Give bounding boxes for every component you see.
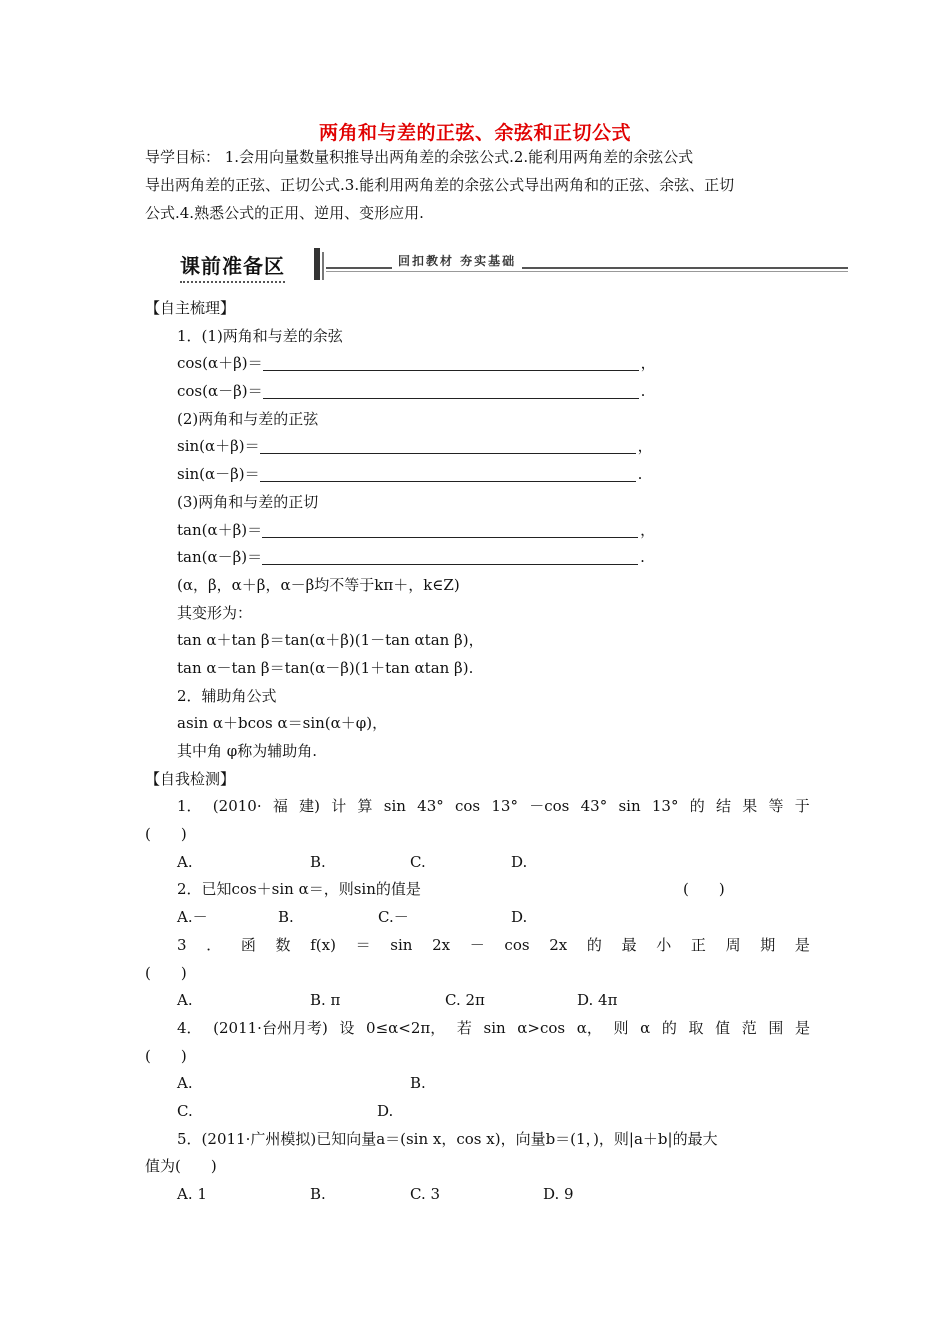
question-4-paren: ( ) xyxy=(145,1046,187,1065)
question-token: 建) xyxy=(299,797,320,816)
question-token: α xyxy=(640,1018,651,1037)
sin-diff-label: sin(α－β)＝ xyxy=(177,465,260,484)
auxiliary-formula: asin α＋bcos α＝sin(α＋φ)， xyxy=(177,714,388,733)
sin-diff-blank[interactable] xyxy=(260,466,636,482)
question-token: 2x xyxy=(432,935,451,954)
question-token: 3 xyxy=(177,935,187,954)
cos-sum-label: cos(α＋β)＝ xyxy=(177,354,263,373)
objectives-line-3: 公式.4.熟悉公式的正用、逆用、变形应用. xyxy=(145,204,424,222)
cos-sum-line xyxy=(145,350,810,378)
section-label-self-review: 【自主梳理】 xyxy=(145,299,236,317)
sine-heading: (2)两角和与差的正弦 xyxy=(177,409,319,428)
cos-diff-blank[interactable] xyxy=(263,383,639,399)
option-a[interactable]: A.－ xyxy=(177,908,208,927)
option-c[interactable]: C. xyxy=(410,852,426,871)
question-token: 数 xyxy=(275,935,291,954)
item-1-cosine: 1．(1)两角和与差的余弦 xyxy=(177,326,343,345)
question-token: 若 xyxy=(456,1018,472,1037)
option-a[interactable]: A. xyxy=(177,852,193,871)
sin-sum-line xyxy=(145,433,810,461)
question-token: cos xyxy=(455,797,481,816)
question-2-options xyxy=(145,904,810,932)
question-token: sin xyxy=(618,797,641,816)
question-token: 是 xyxy=(794,1018,810,1037)
option-a[interactable]: A. xyxy=(177,991,193,1010)
sin-diff-line xyxy=(145,461,810,489)
question-token: α， xyxy=(576,1018,602,1037)
question-4-options-cd xyxy=(145,1098,810,1126)
option-b[interactable]: B. xyxy=(310,852,326,871)
question-token: sin xyxy=(390,935,413,954)
question-token: 函 xyxy=(240,935,256,954)
question-token: α>cos xyxy=(517,1018,566,1037)
banner-subtitle: 回扣教材 夯实基础 xyxy=(392,252,522,269)
section-banner xyxy=(180,248,848,282)
tan-diff-label: tan(α－β)＝ xyxy=(177,548,263,567)
question-2-stem: 2．已知cos＋sin α＝，则sin的值是 xyxy=(177,880,421,899)
question-token: 取 xyxy=(688,1018,704,1037)
option-c[interactable]: C.－ xyxy=(378,908,409,927)
question-3-paren: ( ) xyxy=(145,963,187,982)
tan-diff-blank[interactable] xyxy=(262,549,638,565)
banner-divider xyxy=(314,248,320,280)
question-token: 则 xyxy=(613,1018,629,1037)
learning-objectives xyxy=(145,143,810,227)
question-token: 值 xyxy=(715,1018,731,1037)
objectives-line-2: 导出两角差的正弦、正切公式.3.能利用两角差的余弦公式导出两角和的正弦、余弦、正切 xyxy=(145,176,735,194)
question-5: 5．(2011·广州模拟)已知向量a＝(sin x，cos x)，向量b＝(1，)，则|a＋b|的最大 xyxy=(177,1129,718,1148)
question-token: 最 xyxy=(621,935,637,954)
question-token: －cos xyxy=(529,797,570,816)
tangent-heading: (3)两角和与差的正切 xyxy=(177,492,319,511)
question-token: (2010· xyxy=(212,797,262,816)
variant-formula-1: tan α＋tan β＝tan(α＋β)(1－tan αtan β)， xyxy=(177,631,484,650)
question-token: 周 xyxy=(725,935,741,954)
question-1-paren: ( ) xyxy=(145,825,187,844)
question-token: 1． xyxy=(177,797,202,816)
option-d[interactable]: D. xyxy=(377,1101,394,1120)
question-token: 的 xyxy=(661,1018,677,1037)
sin-sum-label: sin(α＋β)＝ xyxy=(177,437,260,456)
question-token: 计 xyxy=(331,797,347,816)
punct: . xyxy=(640,548,645,567)
variant-formula-2: tan α－tan β＝tan(α－β)(1＋tan αtan β). xyxy=(177,658,474,677)
question-4-options-ab xyxy=(145,1070,810,1098)
tan-condition: (α，β，α＋β，α－β均不等于kπ＋，k∈Z) xyxy=(177,575,460,594)
auxiliary-note: 其中角 φ称为辅助角. xyxy=(177,742,318,760)
question-2-paren: ( ) xyxy=(683,880,725,899)
tan-sum-line xyxy=(145,517,810,545)
question-token: 43° xyxy=(580,797,608,816)
question-token: ． xyxy=(206,935,222,954)
option-b[interactable]: B. xyxy=(310,1185,326,1203)
question-4 xyxy=(145,1015,810,1043)
question-1 xyxy=(145,793,810,821)
question-token: 2x xyxy=(549,935,568,954)
question-token: 等 xyxy=(768,797,784,816)
question-token: 设 xyxy=(339,1018,355,1037)
question-token: 是 xyxy=(794,935,810,954)
question-token: (2011·台州月考) xyxy=(213,1018,328,1037)
question-token: 的 xyxy=(586,935,602,954)
main-content xyxy=(145,295,810,1209)
option-c[interactable]: C. 2π xyxy=(445,991,485,1010)
option-a[interactable]: A. xyxy=(177,1074,193,1093)
tan-diff-line xyxy=(145,544,810,572)
option-d[interactable]: D. xyxy=(511,852,528,871)
option-d[interactable]: D. xyxy=(511,908,528,927)
question-1-options xyxy=(145,849,810,877)
option-c[interactable]: C. xyxy=(177,1101,193,1120)
question-token: ＝ xyxy=(355,935,371,954)
question-2 xyxy=(145,876,810,904)
question-token: 围 xyxy=(768,1018,784,1037)
punct: . xyxy=(637,465,643,484)
punct: ， xyxy=(637,437,653,456)
question-token: 13° xyxy=(651,797,679,816)
question-token: cos xyxy=(504,935,530,954)
cos-sum-blank[interactable] xyxy=(263,355,639,371)
sin-sum-blank[interactable] xyxy=(260,438,636,454)
section-label-self-test: 【自我检测】 xyxy=(145,769,236,788)
question-token: 果 xyxy=(742,797,758,816)
question-token: sin xyxy=(383,797,406,816)
question-5-cont: 值为( ) xyxy=(145,1157,217,1176)
punct: ， xyxy=(640,520,656,539)
question-token: 0≤α<2π， xyxy=(366,1018,446,1037)
question-3 xyxy=(145,932,810,960)
objectives-line-1: 导学目标： 1.会用向量数量积推导出两角差的余弦公式.2.能利用两角差的余弦公式 xyxy=(145,148,694,166)
item-2-auxiliary: 2．辅助角公式 xyxy=(177,686,277,705)
banner-rule-thin xyxy=(326,271,848,272)
question-token: f(x) xyxy=(310,935,336,954)
page-title: 两角和与差的正弦、余弦和正切公式 xyxy=(318,122,631,144)
question-5-options xyxy=(145,1181,810,1209)
variant-heading: 其变形为： xyxy=(177,603,253,622)
question-token: 福 xyxy=(272,797,288,816)
question-token: 期 xyxy=(760,935,776,954)
banner-divider-thin xyxy=(322,252,324,280)
question-token: 13° xyxy=(491,797,518,816)
question-token: 4． xyxy=(177,1018,202,1037)
punct: . xyxy=(640,382,646,401)
question-token: 43° xyxy=(417,797,444,816)
option-d[interactable]: D. 4π xyxy=(577,991,618,1010)
option-b[interactable]: B. xyxy=(410,1074,426,1093)
tan-sum-label: tan(α＋β)＝ xyxy=(177,520,263,539)
option-b[interactable]: B. xyxy=(278,908,294,927)
question-token: 小 xyxy=(656,935,672,954)
option-c[interactable]: C. 3 xyxy=(410,1185,441,1203)
question-token: 范 xyxy=(741,1018,757,1037)
option-b[interactable]: B. π xyxy=(310,991,341,1010)
cos-diff-label: cos(α－β)＝ xyxy=(177,382,263,401)
question-token: 正 xyxy=(690,935,706,954)
question-token: 的 xyxy=(689,797,705,816)
question-3-options xyxy=(145,987,810,1015)
banner-heading: 课前准备区 xyxy=(180,250,285,283)
question-token: 于 xyxy=(794,797,810,816)
question-token: 结 xyxy=(715,797,731,816)
question-token: 算 xyxy=(357,797,373,816)
tan-sum-blank[interactable] xyxy=(262,522,638,538)
question-token: － xyxy=(469,935,485,954)
option-a[interactable]: A. 1 xyxy=(177,1185,207,1203)
option-d[interactable]: D. 9 xyxy=(543,1185,574,1203)
question-token: sin xyxy=(483,1018,506,1037)
punct: ， xyxy=(640,354,656,373)
cos-diff-line xyxy=(145,378,810,406)
